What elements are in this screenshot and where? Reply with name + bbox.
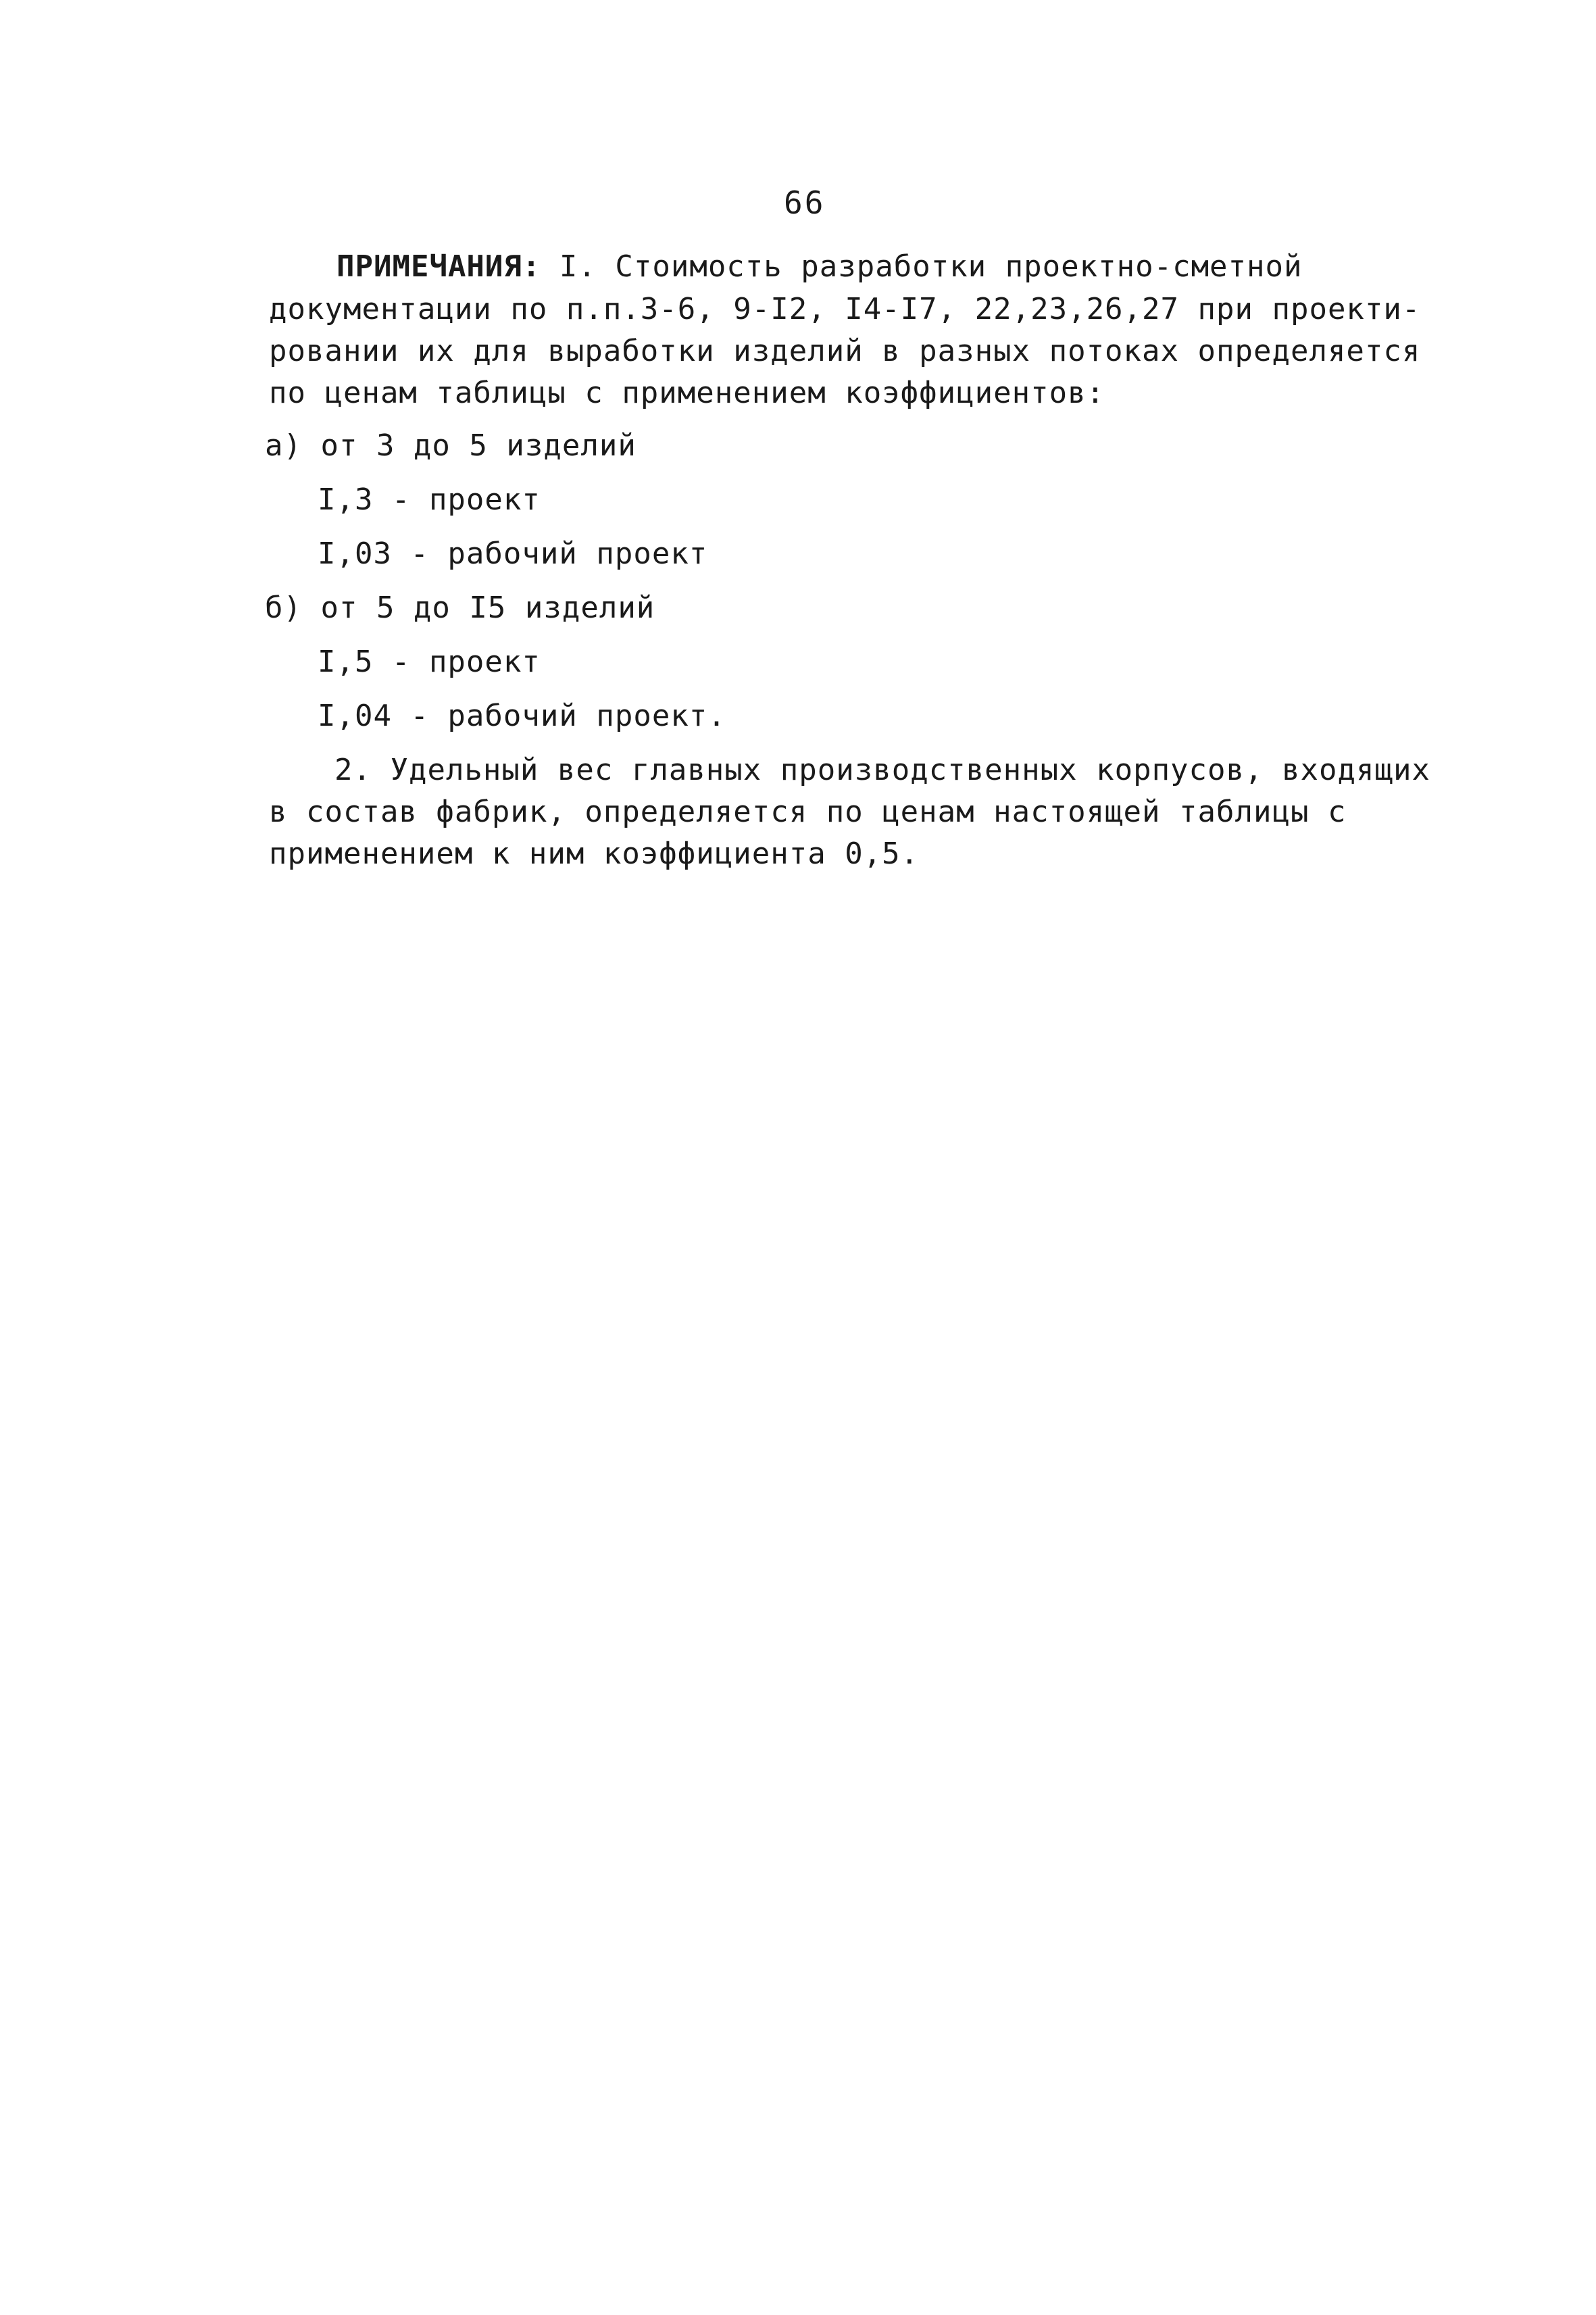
page-number: 66 [784, 184, 826, 221]
list-a-label: а) от 3 до 5 изделий [265, 428, 637, 463]
note1-line3: ровании их для выработки изделий в разных потоках определяется [269, 334, 1421, 368]
list-b-label: б) от 5 до I5 изделий [265, 591, 655, 625]
note1-line2: документации по п.п.3-6, 9-I2, I4-I7, 22,23,26,27 при проекти- [269, 292, 1421, 326]
list-b-item-1: I,5 - проект [318, 645, 541, 679]
list-a-item-2: I,03 - рабочий проект [318, 537, 708, 571]
note2-line1: 2. Удельный вес главных производственных корпусов, входящих [334, 753, 1430, 787]
note1-first-line [336, 247, 1303, 287]
notes-heading: ПРИМЕЧАНИЯ: [336, 249, 541, 284]
note1-line4: по ценам таблицы с применением коэффициентов: [269, 376, 1105, 410]
list-a-item-1: I,3 - проект [318, 482, 541, 517]
list-b-item-2: I,04 - рабочий проект. [318, 699, 726, 733]
note2-line3: применением к ним коэффициента 0,5. [269, 837, 920, 871]
note2-line2: в состав фабрик, определяется по ценам настоящей таблицы с [269, 795, 1347, 829]
note1-line1: I. Стоимость разработки проектно-сметной [541, 249, 1303, 284]
